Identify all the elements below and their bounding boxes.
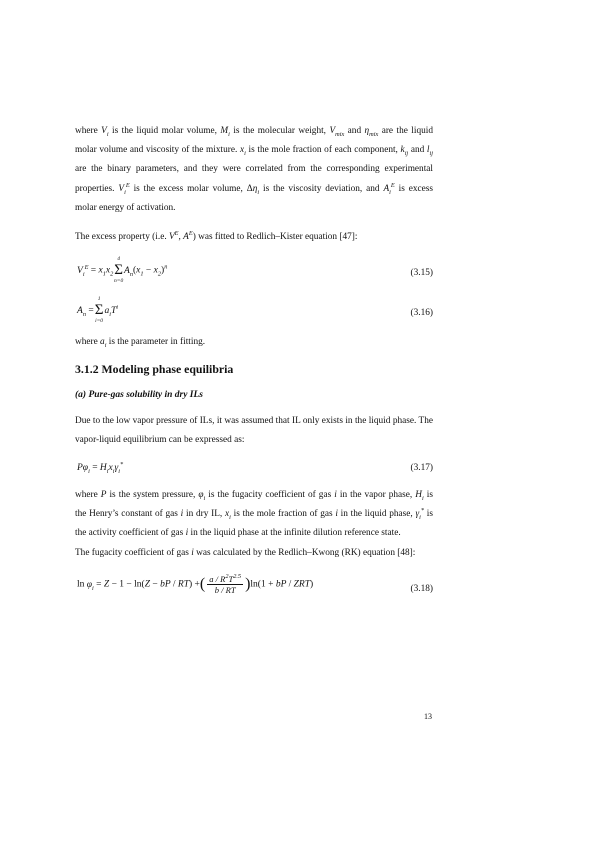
- equation-3-18: $\ln \varphi_i = Z - 1 - \ln(Z$ − bP / RT) +( $\frac{a / R^2T^{2.5}}{b / RT}$ )ln(1 + bP / ZRT) (3.18): [77, 573, 433, 595]
- sum-upper-limit: 4: [117, 256, 121, 262]
- sum-lower-limit: n=0: [114, 278, 124, 284]
- paragraph-parameter: where $a_i$ is the parameter in fitting.: [75, 337, 206, 349]
- paragraph-definitions: where $V_i$ is the liquid molar volume, $M_i$ is the molecular weight, $V_{mix}$ and $\eta_{mix}$ are the liquid molar volume and viscosity of the mixture. $x_i$ is the mole fraction of each component, $k_{ij}$ and $l_{ij}$ are the binary parameters, and they were correlated from the corresponding experimental properties. $V_i^E$ is the excess molar volume, $\Delta\eta_i$ is the viscosity deviation, and $A_i^E$ is excess molar energy of activation.: [75, 126, 434, 213]
- sum-lower-limit: i=0: [95, 318, 104, 324]
- sum-upper-limit: 1: [97, 296, 101, 302]
- paragraph-redlich-kwong: The fugacity coefficient of gas i was calculated by the Redlich–Kwong (RK) equation [48]:: [75, 548, 416, 558]
- equation-number: (3.16): [410, 308, 433, 318]
- equation-3-17: $P\varphi_i = H_ix_i\gamma_i^*$ (3.17): [77, 460, 433, 475]
- paragraph-vapor-liquid: Due to the low vapor pressure of ILs, it was assumed that IL only exists in the liquid phase. The vapor-liquid equilibrium can be expressed as:: [75, 416, 433, 446]
- equation-number: (3.18): [410, 584, 433, 594]
- equation-number: (3.17): [410, 463, 433, 473]
- subsection-heading: (a) Pure-gas solubility in dry ILs: [75, 390, 203, 400]
- paragraph-fugacity-definitions: where P is the system pressure, $\varphi_i$ is the fugacity coefficient of gas i in the vapor phase, $H_i$ is the Henry’s constant of gas i in dry IL, $x_i$ is the mole fraction of gas i in the liquid phase, $\gamma_i^*$ is the activity coefficient of gas i in the liquid phase at the infinite dilution reference state.: [75, 490, 433, 539]
- page-number: 13: [424, 712, 432, 721]
- paragraph-excess-property: The excess property (i.e. $V^E$, $A^E$) was fitted to Redlich–Kister equation [47]:: [75, 229, 358, 242]
- equation-number: (3.15): [410, 268, 433, 278]
- section-heading: 3.1.2 Modeling phase equilibria: [75, 362, 234, 376]
- equation-3-15: $V_i^E = x_1x_2\Sigma$ 4 n=0 $A_n(x_1 - x_2)^n$ (3.15): [77, 256, 433, 284]
- equation-3-16: $A_n =\Sigma$ 1 i=0 $a_iT^i$ (3.16): [77, 296, 433, 324]
